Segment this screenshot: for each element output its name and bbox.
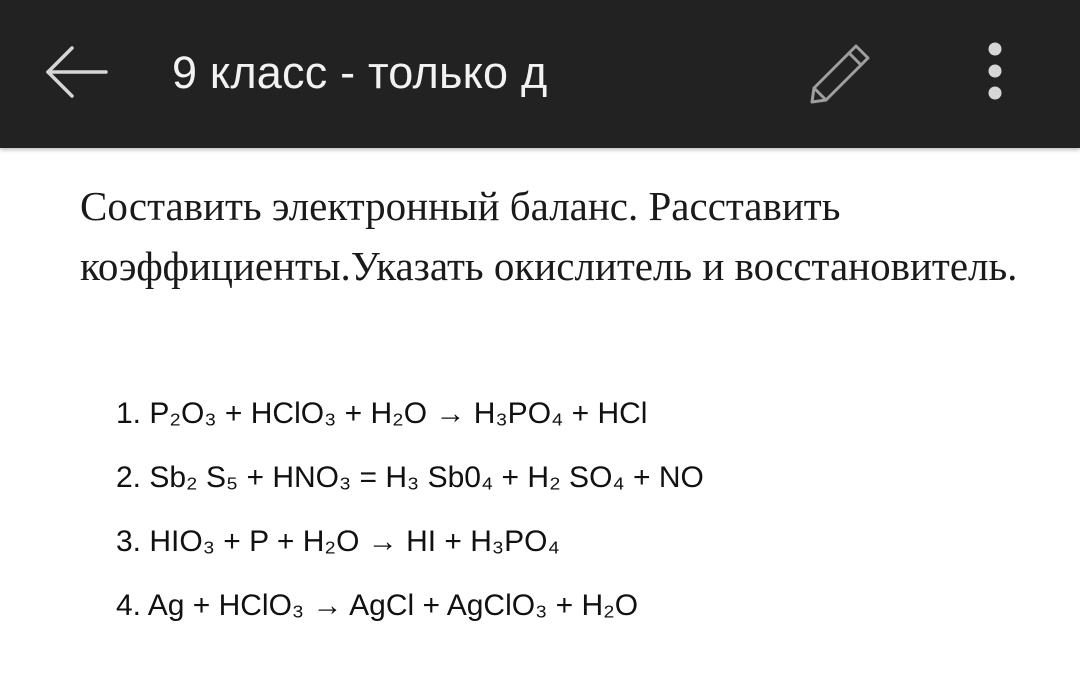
equation-item [116,518,704,582]
arrow-left-icon [36,36,116,108]
page-title: 9 класс - только д [172,47,548,98]
equation-item [116,582,704,646]
equation-list [116,390,704,646]
equation-item [116,454,704,518]
more-vertical-icon [970,40,1020,106]
edit-button[interactable] [806,40,876,106]
equation-text: 3. HIO₃ + P + H₂O → HI + H₃PO₄ [116,525,560,558]
equation-text: 2. Sb₂ S₅ + HNO₃ = H₃ Sb0₄ + H₂ SO₄ + NO [116,461,704,494]
pencil-icon [806,40,876,106]
back-button[interactable] [36,36,116,108]
equation-item [116,390,704,454]
task-content [80,176,1040,622]
equation-text: 4. Ag + HClO₃ → AgCl + AgClO₃ + H₂O [116,589,639,622]
page-title-container [172,40,574,106]
more-options-button[interactable] [970,40,1020,106]
top-app-bar [0,0,1080,148]
equation-text: 1. P₂O₃ + HClO₃ + H₂O → H₃PO₄ + HCl [116,397,648,430]
task-text: Составить электронный баланс. Расставить коэффициенты.Указать окислитель и восстановитель. [80,183,1018,289]
